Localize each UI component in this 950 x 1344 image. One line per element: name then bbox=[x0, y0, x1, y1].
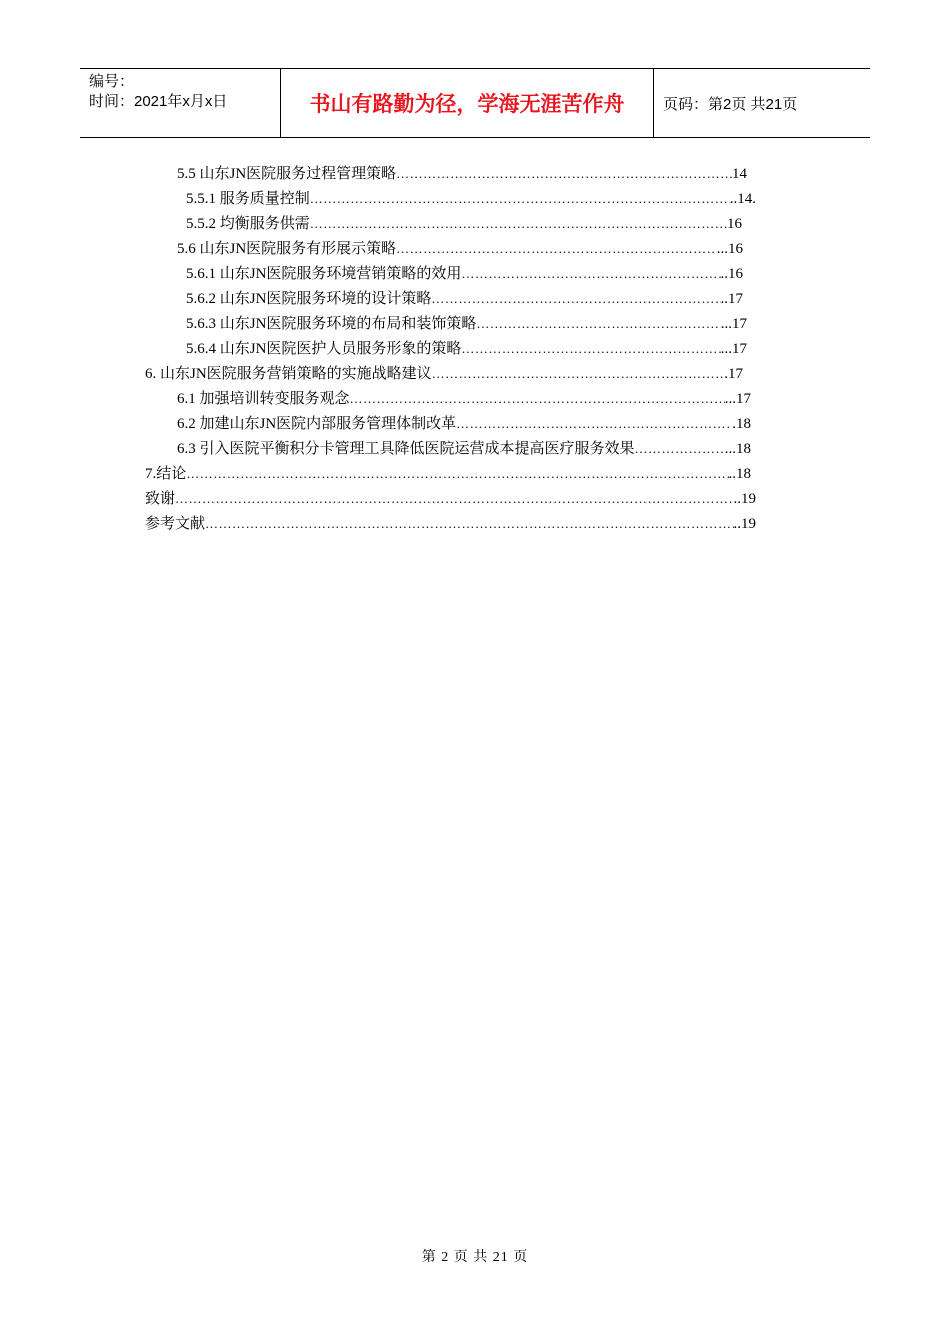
toc-entry bbox=[186, 335, 747, 359]
toc-entry bbox=[145, 360, 743, 384]
toc-entry-title: 5.5 山东JN医院服务过程管理策略 bbox=[177, 166, 397, 182]
toc-entry bbox=[177, 385, 751, 409]
toc-dot-leader bbox=[396, 164, 732, 184]
toc-entry-page: ..16 bbox=[720, 266, 743, 282]
toc-entry-title: 5.6.2 山东JN医院服务环境的设计策略 bbox=[186, 291, 432, 307]
toc-dot-leader bbox=[461, 339, 720, 359]
toc-entry bbox=[145, 460, 751, 484]
document-time-label: 时间：2021年x月x日 bbox=[89, 93, 228, 110]
toc-entry bbox=[186, 185, 756, 209]
toc-dot-leader bbox=[186, 464, 728, 484]
toc-dot-leader bbox=[476, 314, 720, 334]
document-number-label: 编号： bbox=[89, 73, 135, 90]
toc-entry-page: ..19 bbox=[733, 491, 756, 507]
toc-entry bbox=[145, 510, 756, 534]
toc-entry-title: 6.3 引入医院平衡积分卡管理工具降低医院运营成本提高医疗服务效果 bbox=[177, 441, 635, 457]
toc-entry-title: 致谢 bbox=[145, 491, 176, 507]
toc-entry bbox=[186, 260, 743, 284]
toc-dot-leader bbox=[396, 239, 717, 259]
toc-entry bbox=[177, 160, 747, 184]
page-footer: 第 2 页 共 21 页 bbox=[421, 1250, 529, 1265]
toc-entry-title: 6. 山东JN医院服务营销策略的实施战略建议 bbox=[145, 366, 432, 382]
toc-entry-title: 5.6.1 山东JN医院服务环境营销策略的效用 bbox=[186, 266, 462, 282]
toc-dot-leader bbox=[310, 189, 730, 209]
toc-dot-leader bbox=[461, 264, 720, 284]
toc-dot-leader bbox=[431, 289, 720, 309]
header-page-info: 页码：第2页 共21页 bbox=[663, 95, 798, 113]
toc-entry-title: 5.5.1 服务质量控制 bbox=[186, 191, 310, 207]
toc-entry-page: .17 bbox=[724, 366, 743, 382]
toc-entry-page: 14 bbox=[732, 166, 747, 182]
toc-entry-page: ..18 bbox=[728, 466, 751, 482]
toc-entry-title: 5.6 山东JN医院服务有形展示策略 bbox=[177, 241, 397, 257]
toc-entry bbox=[186, 310, 747, 334]
toc-entry-title: 6.2 加建山东JN医院内部服务管理体制改革 bbox=[177, 416, 457, 432]
toc-entry-page: ..14. bbox=[729, 191, 756, 207]
toc-entry bbox=[177, 410, 751, 434]
toc-entry bbox=[177, 435, 751, 459]
toc-entry-title: 7.结论 bbox=[145, 466, 187, 482]
toc-dot-leader bbox=[205, 514, 733, 534]
toc-entry-page: ...17 bbox=[724, 391, 751, 407]
toc-entry-title: 参考文献 bbox=[145, 516, 206, 532]
toc-entry-page: ..19 bbox=[733, 516, 756, 532]
toc-dot-leader bbox=[310, 214, 727, 234]
toc-dot-leader bbox=[635, 439, 725, 459]
toc-entry bbox=[145, 485, 756, 509]
toc-dot-leader bbox=[456, 414, 732, 434]
toc-entry-page: ...18 bbox=[724, 441, 751, 457]
toc-dot-leader bbox=[432, 364, 725, 384]
toc-entry bbox=[186, 210, 742, 234]
toc-entry-page: ...17 bbox=[720, 316, 747, 332]
toc-entry bbox=[186, 285, 743, 309]
toc-entry-page: ...16 bbox=[716, 241, 743, 257]
header-motto: 书山有路勤为径，学海无涯苦作舟 bbox=[281, 69, 654, 137]
toc-entry-page: 16 bbox=[727, 216, 742, 232]
page-header bbox=[80, 68, 870, 138]
toc-entry-title: 5.6.3 山东JN医院服务环境的布局和装饰策略 bbox=[186, 316, 477, 332]
toc-dot-leader bbox=[175, 489, 733, 509]
header-meta bbox=[80, 69, 281, 137]
toc-entry-page: ...17 bbox=[720, 341, 747, 357]
toc-entry-title: 5.5.2 均衡服务供需 bbox=[186, 216, 310, 232]
toc-entry bbox=[177, 235, 743, 259]
toc-entry-title: 5.6.4 山东JN医院医护人员服务形象的策略 bbox=[186, 341, 462, 357]
toc-entry-page: ..17 bbox=[720, 291, 743, 307]
toc-entry-page: .18 bbox=[732, 416, 751, 432]
toc-dot-leader bbox=[350, 389, 725, 409]
toc-entry-title: 6.1 加强培训转变服务观念 bbox=[177, 391, 350, 407]
